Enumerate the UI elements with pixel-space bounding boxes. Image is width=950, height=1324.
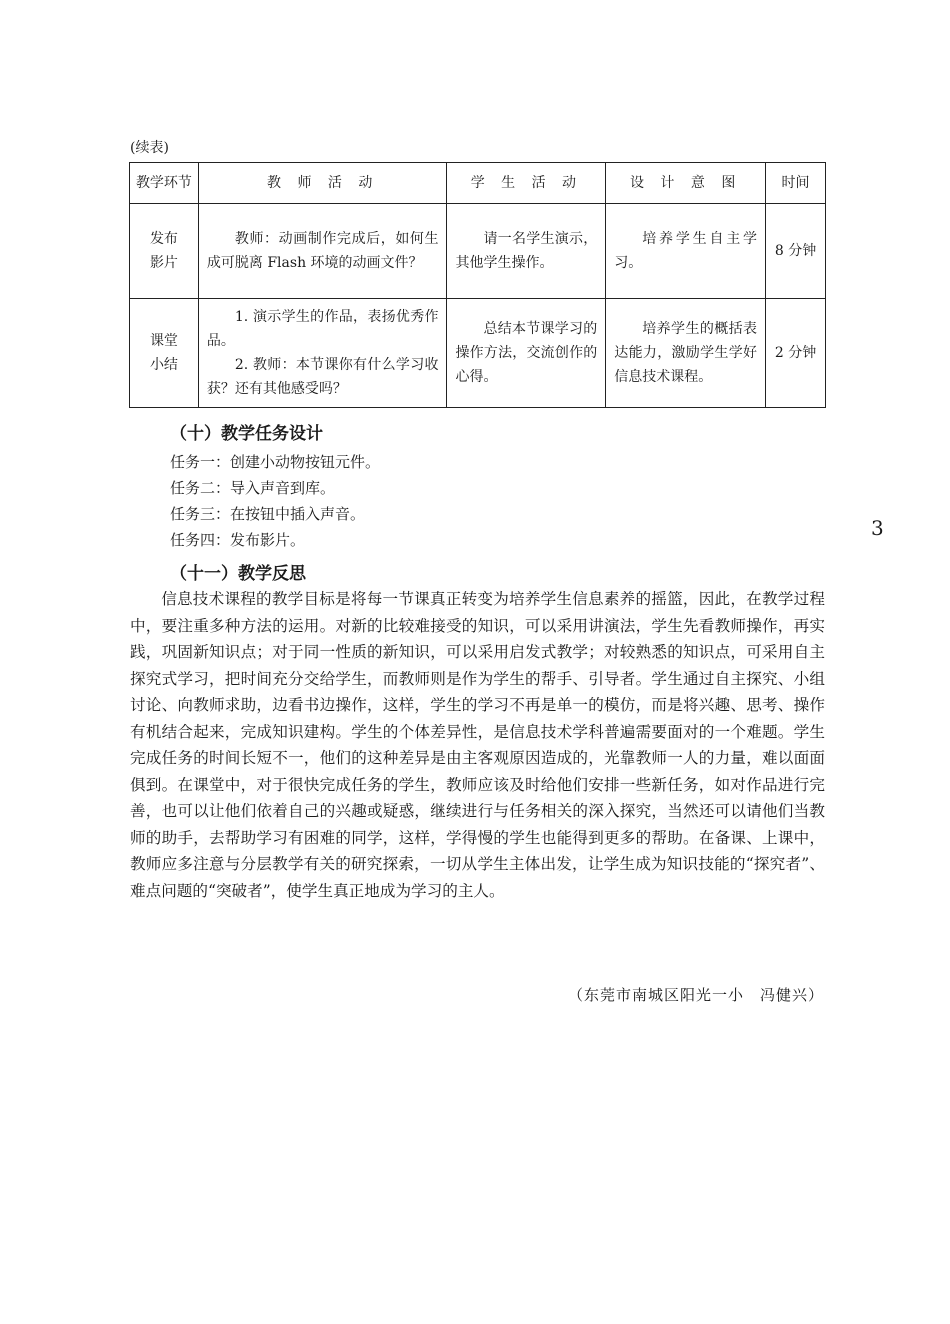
time-cell: 2 分钟 [766, 299, 826, 408]
intent-paragraph: 培养学生的概括表达能力，激励学生学好信息技术课程。 [614, 321, 758, 385]
table-header-row [130, 163, 826, 204]
time-cell: 8 分钟 [766, 204, 826, 299]
reflection-paragraph: 信息技术课程的教学目标是将每一节课真正转变为培养学生信息素养的摇篮，因此，在教学过程中，要注重多种方法的运用。对新的比较难接受的知识，可以采用讲演法，学生先看教师操作，再实践，巩固新知识点；对于同一性质的新知识，可以采用启发式教学；对较熟悉的知识点，可采用自主探究式学习，把时间充分交给学生，而教师则是作为学生的帮手、引导者。学生通过自主探究、小组讨论、向教师求助，边看书边操作，这样，学生的学习不再是单一的模仿，而是将兴趣、思考、操作有机结合起来，完成知识建构。学生的个体差异性，是信息技术学科普遍需要面对的一个难题。学生完成任务的时间长短不一，他们的这种差异是由主客观原因造成的，光靠教师一人的力量，难以面面俱到。在课堂中，对于很快完成任务的学生，教师应该及时给他们安排一些新任务，如对作品进行完善，也可以让他们依着自己的兴趣或疑惑，继续进行与任务相关的深入探究，当然还可以请他们当教师的助手，去帮助学习有困难的同学，这样，学得慢的学生也能得到更多的帮助。在备课、上课中，教师应多注意与分层教学有关的研究探索，一切从学生主体出发，让学生成为知识技能的“探究者”、难点问题的“突破者”，使学生真正地成为学习的主人。 [130, 590, 825, 900]
task-item: 任务二：导入声音到库。 [170, 479, 336, 497]
task-item: 任务一：创建小动物按钮元件。 [170, 453, 381, 471]
intent-paragraph: 培养学生自主学习。 [614, 231, 758, 271]
student-paragraph: 请一名学生演示，其他学生操作。 [455, 231, 598, 271]
teacher-cell [198, 299, 447, 408]
section-heading-tasks: （十）教学任务设计 [170, 424, 323, 444]
author-attribution: （东莞市南城区阳光一小 冯健兴） [567, 986, 824, 1004]
teacher-paragraph: 1. 演示学生的作品，表扬优秀作品。 [206, 309, 439, 349]
section-heading-reflection: （十一）教学反思 [170, 564, 306, 584]
table-row [130, 299, 826, 408]
student-cell [447, 299, 606, 408]
student-cell [447, 204, 606, 299]
teacher-paragraph: 教师：动画制作完成后，如何生成可脱离 Flash 环境的动画文件？ [206, 231, 439, 271]
header-time: 时间 [766, 163, 826, 204]
task-item: 任务三：在按钮中插入声音。 [170, 505, 366, 523]
continued-label: (续表) [130, 140, 169, 156]
stage-cell: 发布 影片 [130, 204, 199, 299]
header-student: 学 生 活 动 [447, 163, 606, 204]
table-row [130, 204, 826, 299]
intent-cell [606, 204, 766, 299]
teacher-paragraph: 2. 教师：本节课你有什么学习收获？还有其他感受吗？ [206, 357, 439, 397]
header-stage: 教学环节 [130, 163, 199, 204]
stage-cell: 课堂 小结 [130, 299, 199, 408]
student-paragraph: 总结本节课学习的操作方法，交流创作的心得。 [455, 321, 598, 385]
page-number: 3 [871, 516, 884, 540]
task-item: 任务四：发布影片。 [170, 531, 306, 549]
header-intent: 设 计 意 图 [606, 163, 766, 204]
teacher-cell [198, 204, 447, 299]
header-teacher: 教 师 活 动 [198, 163, 447, 204]
lesson-table [129, 162, 826, 408]
intent-cell [606, 299, 766, 408]
